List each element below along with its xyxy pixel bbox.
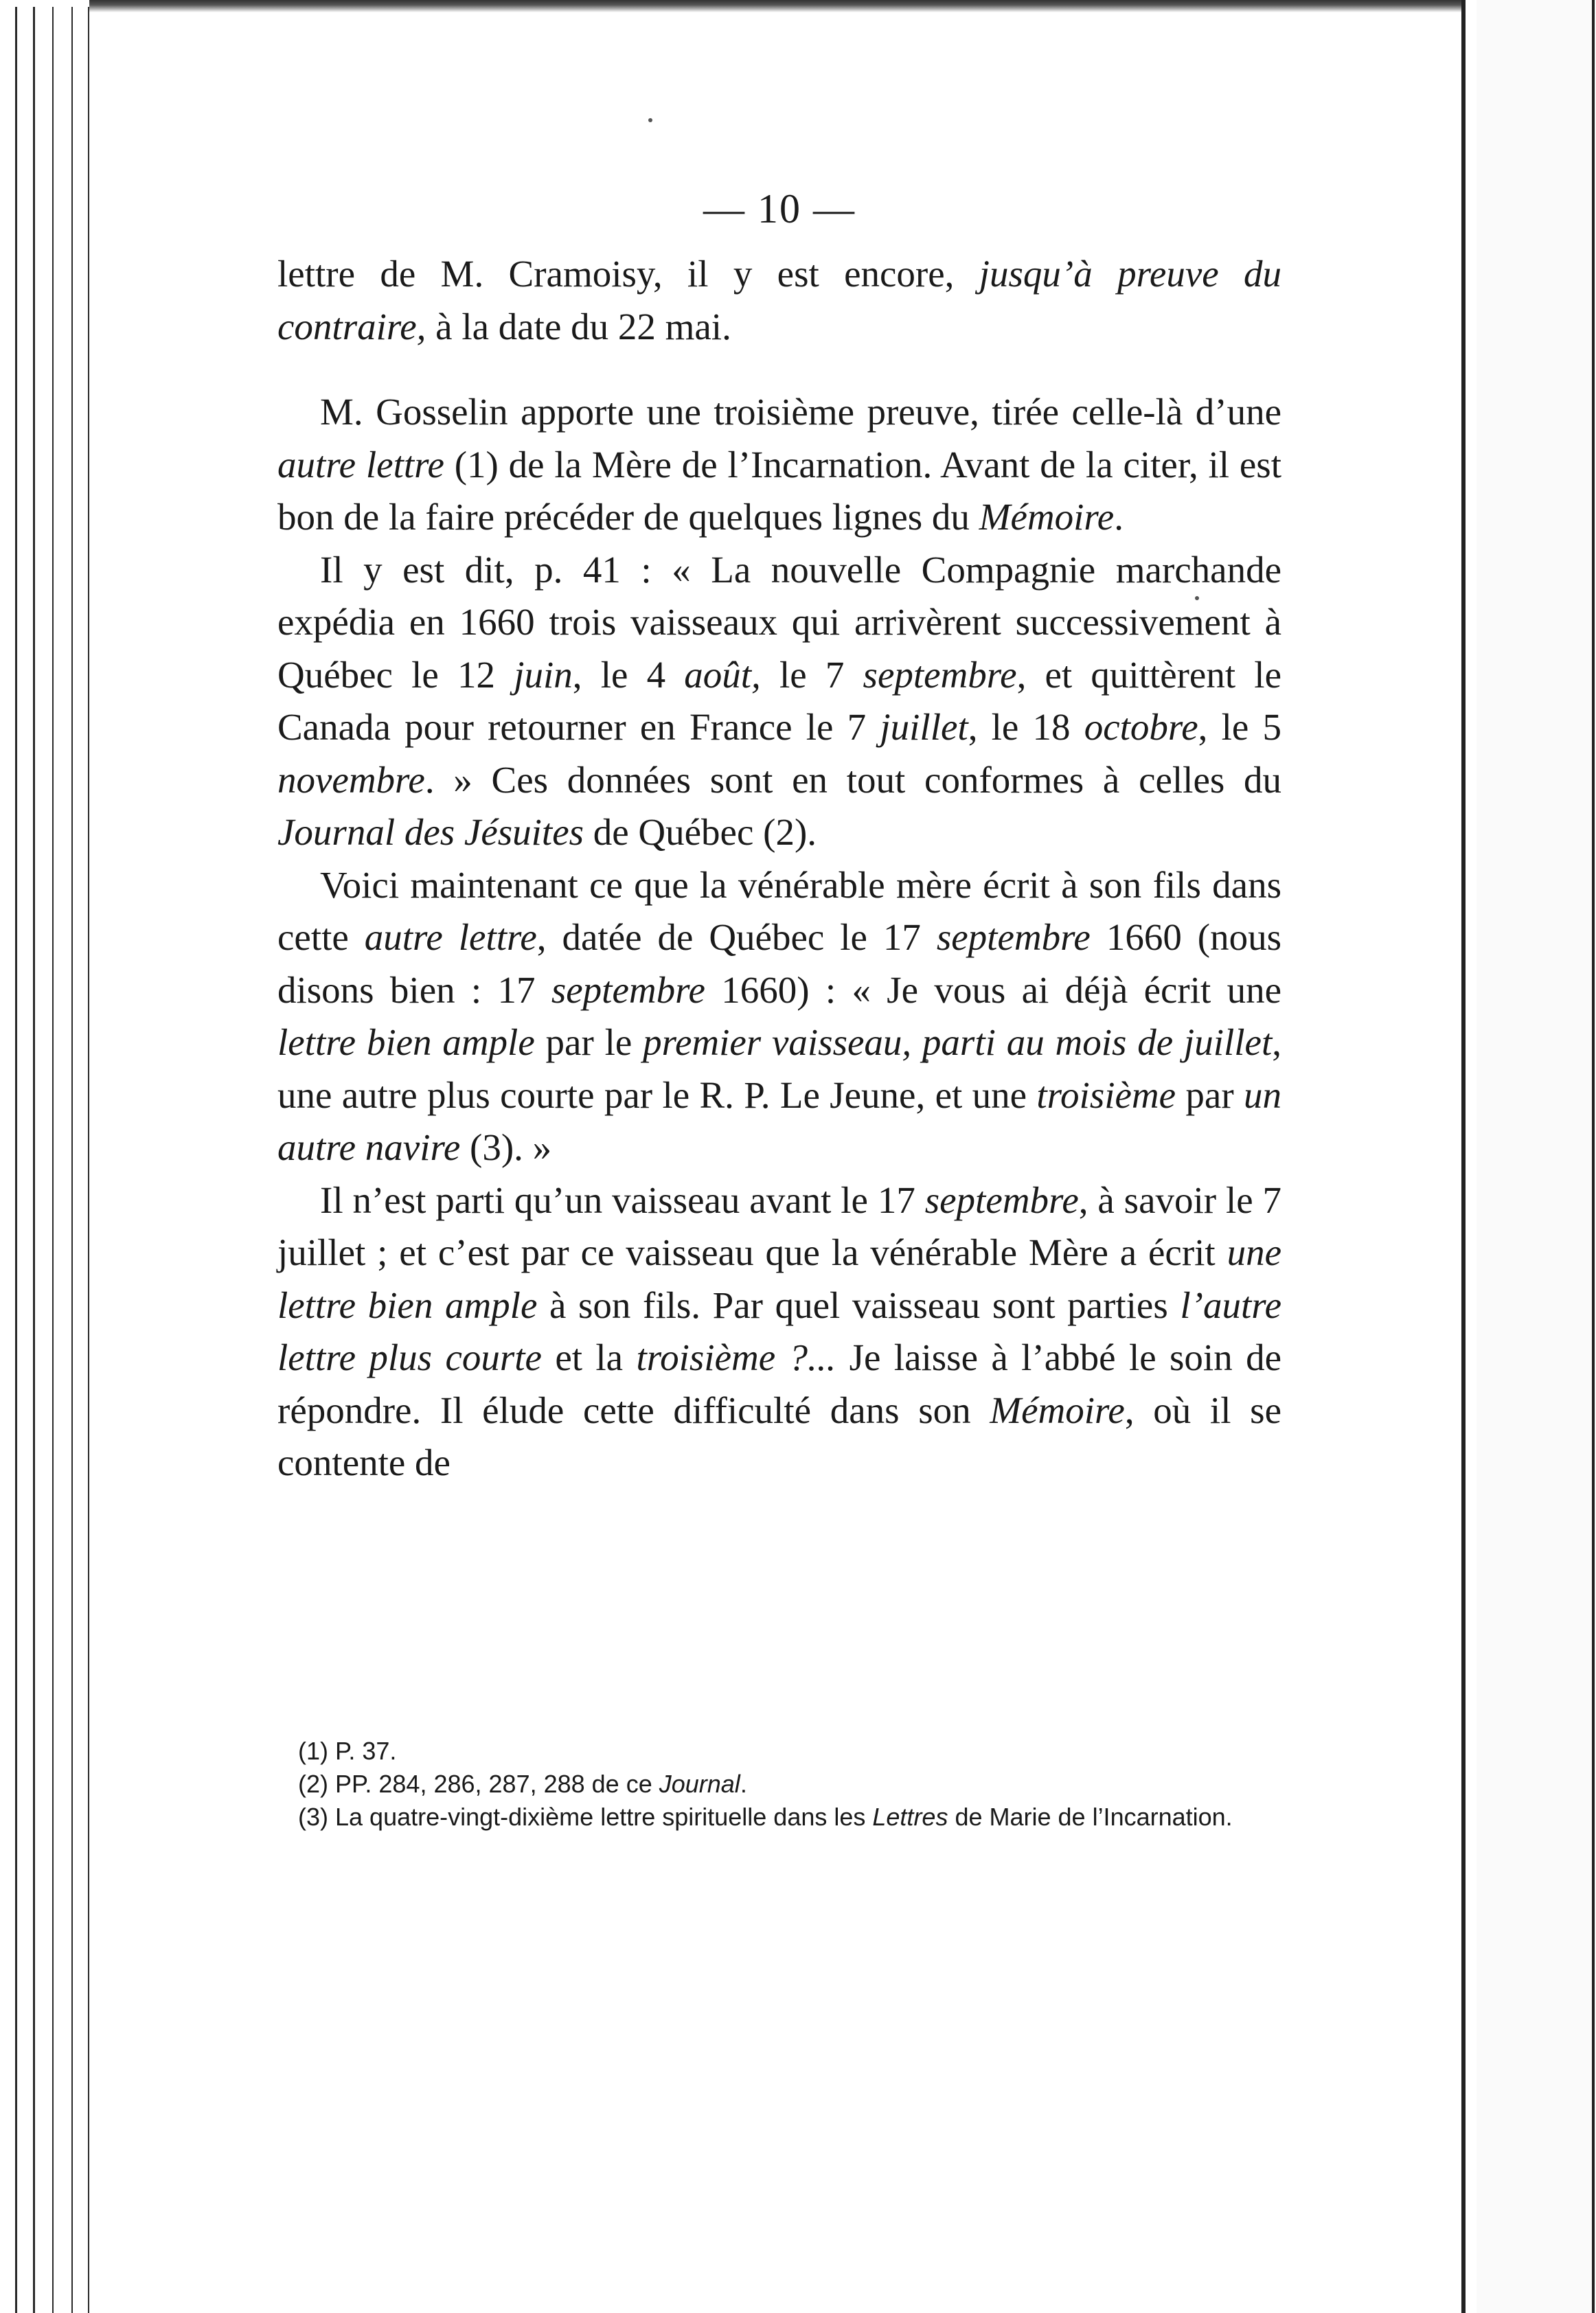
speck [648,118,652,122]
text-italic-run: juin [514,653,573,696]
paragraph [277,544,1281,859]
page-number: — 10 — [703,186,856,231]
stacked-page-edges [0,0,103,2313]
text-italic-run: l’autre lettre plus courte [277,1284,1281,1378]
text-run: de Québec (2). [584,811,817,853]
text-italic-run: troisième ?... [636,1336,836,1378]
text-run: le 7 [760,653,863,696]
footnote-run: . [740,1770,747,1798]
text-italic-run: juillet [880,706,968,748]
text-italic-run: septembre [924,1178,1079,1221]
text-run: , le 4 [572,653,685,696]
page-top-shadow [89,0,1466,12]
outer-edge [1592,0,1595,2313]
text-italic-run: autre lettre [277,443,444,486]
footnote [277,1768,1281,1801]
text-italic-run: octobre [1084,706,1198,748]
text-italic-run: septembre [936,916,1091,958]
text-italic-run: septembre [551,968,705,1011]
paragraph [277,859,1281,1174]
text-italic-run: premier vaisseau, parti au mois de juillet [643,1021,1273,1063]
text-run: . [1114,496,1124,538]
text-run: M. Gosselin apporte une troisième preuve, tirée celle-là d’une [320,391,1281,433]
text-block [277,185,1281,1490]
text-italic-run: août, [684,653,761,696]
text-italic-run: troisième [1036,1073,1176,1116]
text-run: (3). » [460,1126,552,1168]
text-run: Je laisse à l’abbé le soin de répondre. Il élude cette difficulté dans son [277,1336,1281,1431]
text-run: 1660 (nous disons bien : 17 [277,916,1281,1011]
text-run: Il n’est parti qu’un vaisseau avant le 17 [320,1178,925,1221]
text-run: 1660) : « Je vous ai déjà écrit une [705,968,1281,1011]
text-italic-run: un autre navire [277,1073,1282,1168]
text-run: , et quittèrent le Canada pour retourner en France le 7 [277,653,1282,748]
text-run: Il y est dit, p. 41 : « La nouvelle Compagnie marchande expédia en 1660 trois vaisseaux qui arrivèrent successivement à Québec le 12 [277,548,1281,696]
text-run: , où il se contente de [277,1389,1281,1483]
text-italic-run: autre lettre [364,916,537,958]
text-run: (1) de la Mère de l’Incarnation. Avant de la citer, il est bon de la faire précéder de quelques lignes du [277,443,1281,538]
text-italic-run: septembre [863,653,1017,696]
text-run: . » Ces données sont en tout conformes à celles du [424,758,1281,801]
text-run: , le 5 [1198,706,1281,748]
text-italic-run: novembre [277,758,425,801]
text-run: lettre de M. Cramoisy, il y est encore, [277,253,979,295]
paragraph [277,248,1281,353]
adjacent-page-margin [1477,0,1596,2313]
footnotes [277,1735,1281,1834]
text-italic-run: Mémoire [979,496,1115,538]
text-run: à son fils. Par quel vaisseau sont parties [537,1284,1181,1326]
text-run: Voici maintenant ce que la vénérable mère écrit à son fils dans cette [277,863,1281,958]
paragraph [277,386,1281,544]
footnote-run: de Marie de l’Incarnation. [948,1803,1233,1831]
text-run: et la [541,1336,637,1378]
footnote [277,1735,1281,1768]
footnote-italic-run: Lettres [872,1803,948,1831]
text-run: par [1176,1073,1244,1116]
text-run: , le 18 [968,706,1084,748]
footnote [277,1801,1281,1834]
footnote-italic-run: Journal [659,1770,740,1798]
footnote-run: (2) PP. 284, 286, 287, 288 de ce [298,1770,659,1798]
paragraph [277,1174,1281,1490]
text-italic-run: une lettre bien ample [277,1231,1281,1326]
text-run: par le [534,1021,643,1063]
footnote-run: (1) P. 37. [298,1737,397,1765]
text-italic-run: Mémoire [990,1389,1125,1431]
text-italic-run: jusqu’à preuve du contraire, [277,253,1281,347]
text-run: , une autre plus courte par le R. P. Le Jeune, et une [277,1021,1281,1116]
text-run: à la date du 22 mai. [426,305,731,347]
text-run: , datée de Québec le 17 [536,916,937,958]
text-italic-run: lettre bien ample [277,1021,535,1063]
text-run: , à savoir le 7 juillet ; et c’est par ce vaisseau que la vénérable Mère a écrit [277,1178,1282,1273]
footnote-run: (3) La quatre-vingt-dixième lettre spirituelle dans les [298,1803,873,1831]
text-italic-run: Journal des Jésuites [277,811,584,853]
page-right-edge [1461,0,1466,2313]
